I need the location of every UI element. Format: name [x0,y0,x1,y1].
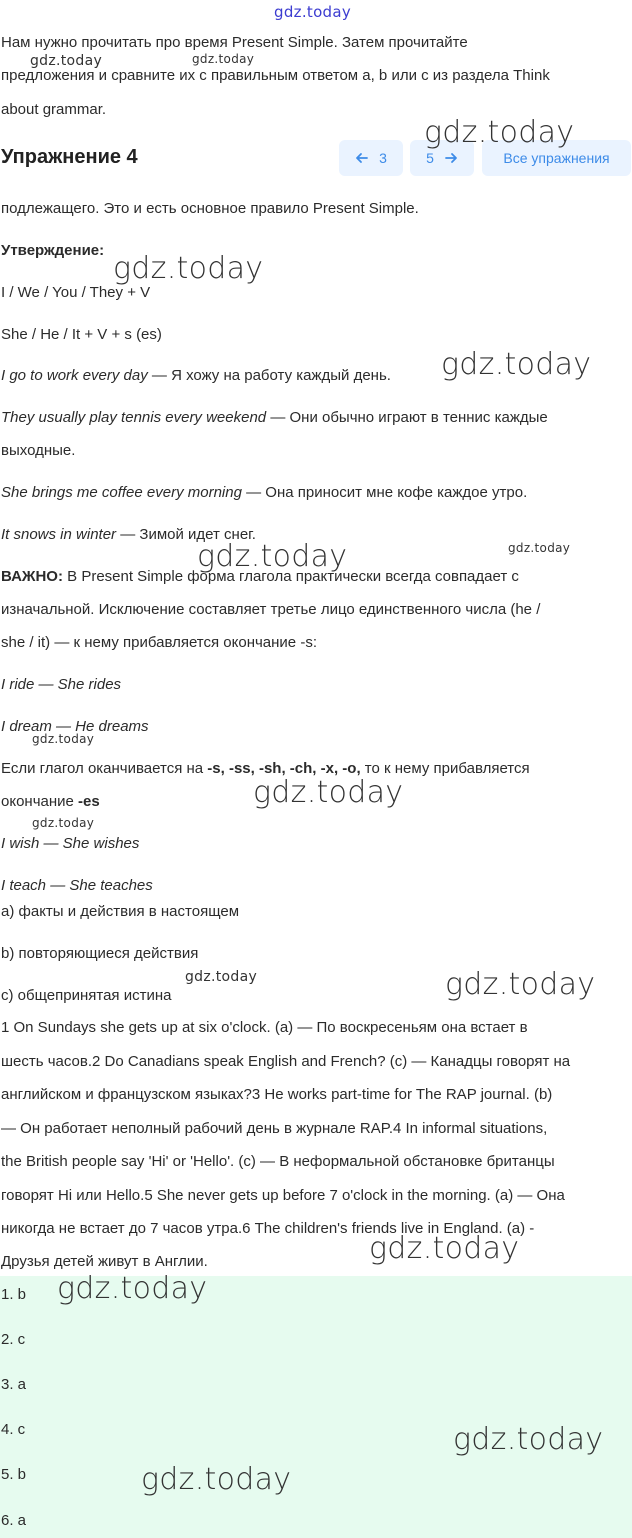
example-4 [1,525,256,545]
answer-2: 2. c [1,1331,26,1348]
es-rule-pre: Если глагол оканчивается на [1,760,208,777]
explanation-line-7: никогда не встает до 7 часов утра.6 The children's friends live in England. (a) - [1,1220,535,1237]
watermark: gdz.today [30,53,103,69]
explanation-line-5: the British people say 'Hi' or 'Hello'. (c) — В неформальной обстановке британцы [1,1153,555,1170]
example-1-en: I go to work every day [1,367,148,384]
example-4-en: It snows in winter [1,526,117,543]
example-3-en: She brings me coffee every morning [1,484,242,501]
watermark: gdz.today [185,969,258,985]
answer-6: 6. a [1,1512,27,1529]
example-1-ru: — Я хожу на работу каждый день. [147,367,391,384]
watermark: gdz.today [141,1462,292,1497]
watermark: gdz.today [424,115,575,150]
watermark: gdz.today [453,1422,604,1457]
important-line-1 [1,567,519,587]
subject-rule-text: подлежащего. Это и есть основное правило Present Simple. [1,200,419,217]
watermark: gdz.today [441,347,592,382]
option-a: a) факты и действия в настоящем [1,903,240,920]
example-3 [1,483,527,503]
important-text-1: В Present Simple форма глагола практически всегда совпадает с [62,568,519,585]
example-1 [1,366,391,386]
prev-exercise-button[interactable] [339,140,403,176]
arrow-right-icon [444,151,458,165]
explanation-line-2: шесть часов.2 Do Canadians speak English and French? (c) — Канадцы говорят на [1,1053,571,1070]
intro-line-3: about grammar. [1,101,107,118]
watermark: gdz.today [445,967,596,1002]
pair-1: I ride — She rides [1,676,122,693]
watermark: gdz.today [113,251,264,286]
es-rule-line-2 [1,792,100,812]
watermark: gdz.today [32,816,95,830]
answer-5: 5. b [1,1466,27,1483]
explanation-line-3: английском и французском языках?3 He works part-time for The RAP journal. (b) [1,1086,553,1103]
affirm-heading: Утверждение: [1,242,105,259]
answers-panel [0,1276,632,1538]
explanation-line-4: — Он работает неполный рабочий день в журнале RAP.4 In informal situations, [1,1120,548,1137]
prev-exercise-label: 3 [379,150,387,166]
watermark: gdz.today [192,52,255,66]
option-c: c) общепринятая истина [1,987,172,1004]
watermark: gdz.today [369,1231,520,1266]
example-2 [1,408,548,428]
example-2-en: They usually play tennis every weekend [1,409,267,426]
all-exercises-label: Все упражнения [503,150,610,166]
es-rule-endings: -s, -ss, -sh, -ch, -x, -o, [207,760,361,777]
important-line-3: she / it) — к нему прибавляется окончание -s: [1,634,317,651]
answer-4: 4. c [1,1421,26,1438]
watermark: gdz.today [57,1271,208,1306]
page-title: Упражнение 4 [1,146,138,168]
pair-2: I dream — He dreams [1,718,149,735]
watermark: gdz.today [197,539,348,574]
pair-3: I wish — She wishes [1,835,140,852]
next-exercise-button[interactable] [410,140,474,176]
example-2-ru: — Они обычно играют в теннис каждые [266,409,548,426]
next-exercise-label: 5 [426,150,434,166]
watermark: gdz.today [32,732,95,746]
important-label: ВАЖНО: [1,568,63,585]
important-line-2: изначальной. Исключение составляет третье лицо единственного числа (he / [1,601,541,618]
intro-line-1: Нам нужно прочитать про время Present Simple. Затем прочитайте [1,34,468,51]
example-2-cont: выходные. [1,442,76,459]
es-rule-line-1 [1,759,530,779]
answer-1: 1. b [1,1286,27,1303]
pair-4: I teach — She teaches [1,877,153,894]
example-3-ru: — Она приносит мне кофе каждое утро. [241,484,528,501]
explanation-line-6: говорят Hi или Hello.5 She never gets up before 7 o'clock in the morning. (a) — Она [1,1187,565,1204]
example-4-ru: — Зимой идет снег. [116,526,256,543]
formula-1: I / We / You / They + V [1,284,151,301]
es-rule-2-end: -es [78,793,100,810]
answer-3: 3. a [1,1376,27,1393]
formula-2: She / He / It + V + s (es) [1,326,162,343]
intro-line-2: предложения и сравните их с правильным ответом a, b или c из раздела Think [1,67,550,84]
explanation-line-1: 1 On Sundays she gets up at six o'clock. (a) — По воскресеньям она встает в [1,1019,528,1036]
es-rule-2-pre: окончание [1,793,79,810]
es-rule-post: то к нему прибавляется [360,760,530,777]
arrow-left-icon [355,151,369,165]
all-exercises-button[interactable] [482,140,631,176]
explanation-line-8: Друзья детей живут в Англии. [1,1253,208,1270]
watermark: gdz.today [253,775,404,810]
watermark-top: gdz.today [274,3,352,21]
watermark: gdz.today [508,541,571,555]
option-b: b) повторяющиеся действия [1,945,199,962]
